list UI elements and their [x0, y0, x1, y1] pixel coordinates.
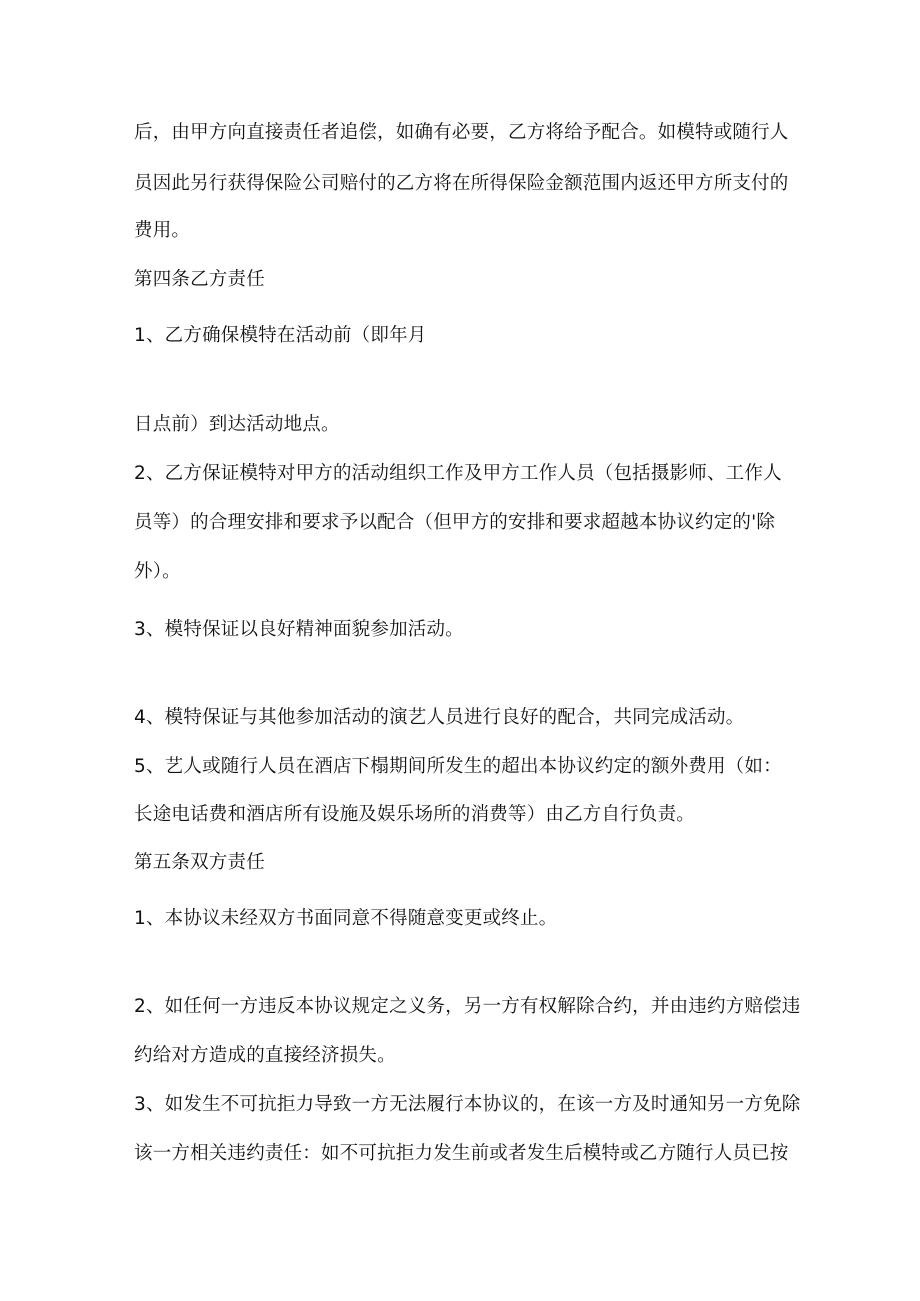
list-item: 2、乙方保证模特对甲方的活动组织工作及甲方工作人员（包括摄影师、工作人 [134, 463, 782, 484]
paragraph-line: 费用。 [134, 220, 191, 241]
list-item: 3、模特保证以良好精神面貌参加活动。 [134, 619, 464, 640]
list-item: 4、模特保证与其他参加活动的演艺人员进行良好的配合，共同完成活动。 [134, 707, 745, 728]
paragraph-line: 日点前）到达活动地点。 [134, 414, 340, 435]
section-heading: 第四条乙方责任 [134, 269, 265, 290]
paragraph-line: 员等）的合理安排和要求予以配合（但甲方的安排和要求超越本协议约定的'除 [134, 512, 776, 533]
paragraph-line: 后，由甲方向直接责任者追偿，如确有必要，乙方将给予配合。如模特或随行人 [134, 122, 789, 143]
paragraph-line: 长途电话费和酒店所有设施及娱乐场所的消费等）由乙方自行负责。 [134, 804, 696, 825]
paragraph-line: 该一方相关违约责任：如不可抗拒力发生前或者发生后模特或乙方随行人员已按 [134, 1143, 789, 1164]
paragraph-line: 约给对方造成的直接经济损失。 [134, 1045, 396, 1066]
list-item: 3、如发生不可抗拒力导致一方无法履行本协议的，在该一方及时通知另一方免除 [134, 1094, 801, 1115]
paragraph-line: 外）。 [134, 561, 181, 582]
section-heading: 第五条双方责任 [134, 852, 265, 873]
list-item: 1、本协议未经双方书面同意不得随意变更或终止。 [134, 908, 558, 929]
paragraph-line: 员因此另行获得保险公司赔付的乙方将在所得保险金额范围内返还甲方所支付的 [134, 173, 789, 194]
list-item: 5、艺人或随行人员在酒店下榻期间所发生的超出本协议约定的额外费用（如： [134, 756, 782, 777]
list-item: 2、如任何一方违反本协议规定之义务，另一方有权解除合约，并由违约方赔偿违 [134, 996, 801, 1017]
list-item: 1、乙方确保模特在活动前（即年月 [134, 325, 427, 346]
